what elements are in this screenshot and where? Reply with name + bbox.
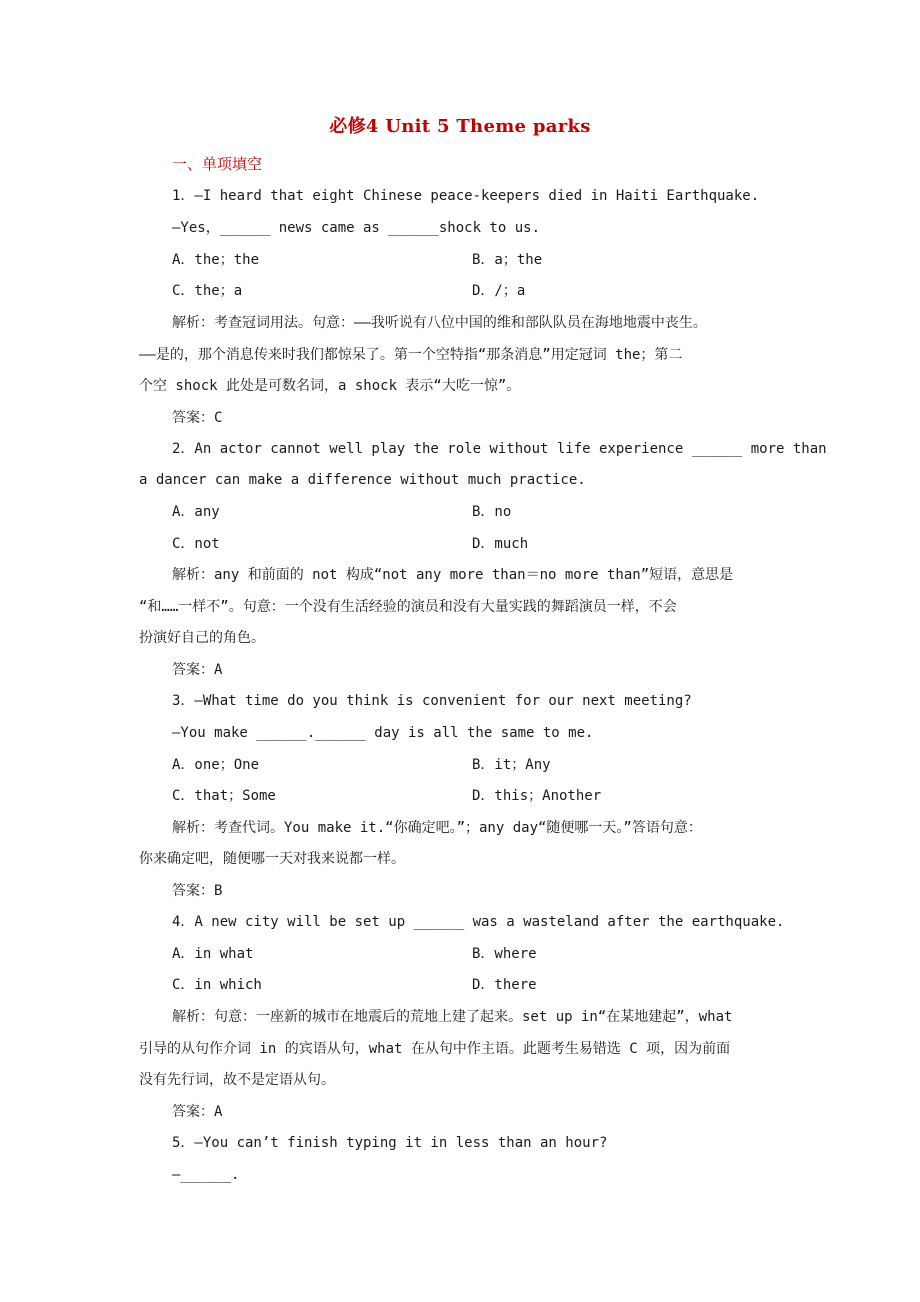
q3-option-d: D．this；Another [472, 788, 602, 804]
q4-explanation-1: 解析：句意：一座新的城市在地震后的荒地上建了起来。set up in“在某地建起”，what [172, 1009, 733, 1025]
q1-option-a: A．the；the [172, 252, 260, 268]
q4-option-a: A．in what [172, 946, 254, 962]
q4-stem: 4．A new city will be set up ______ was a wasteland after the earthquake. [172, 914, 785, 930]
q2-option-b: B．no [472, 504, 512, 520]
q1-explanation-3: 个空 shock 此处是可数名词，a shock 表示“大吃一惊”。 [139, 378, 521, 394]
q1-option-d: D．/；a [472, 283, 526, 299]
q2-option-c: C．not [172, 536, 220, 552]
q2-option-a: A．any [172, 504, 220, 520]
q4-option-d: D．there [472, 977, 537, 993]
page-title: 必修4 Unit 5 Theme parks [329, 116, 591, 137]
q5-stem: 5．—You can’t finish typing it in less than an hour? [172, 1135, 608, 1151]
q2-explanation-1: 解析：any 和前面的 not 构成“not any more than＝no more than”短语，意思是 [172, 567, 734, 583]
q2-answer: 答案：A [172, 662, 223, 678]
q3-explanation-2: 你来确定吧，随便哪一天对我来说都一样。 [139, 851, 405, 867]
q3-explanation-1: 解析：考查代词。You make it.“你确定吧。”；any day“随便哪一天。”答语句意： [172, 820, 702, 836]
q5-reply: —______. [172, 1167, 240, 1183]
q3-option-b: B．it；Any [472, 757, 551, 773]
q1-answer: 答案：C [172, 410, 223, 426]
q1-explanation-1: 解析：考查冠词用法。句意：——我听说有八位中国的维和部队队员在海地地震中丧生。 [172, 315, 707, 331]
q3-option-c: C．that；Some [172, 788, 276, 804]
q1-reply: —Yes，______ news came as ______shock to us. [172, 220, 541, 236]
q4-explanation-2: 引导的从句作介词 in 的宾语从句，what 在从句中作主语。此题考生易错选 C 项，因为前面 [139, 1041, 731, 1057]
q2-explanation-3: 扮演好自己的角色。 [139, 630, 265, 646]
q3-option-a: A．one；One [172, 757, 260, 773]
q4-option-c: C．in which [172, 977, 262, 993]
q3-reply: —You make ______.______ day is all the same to me. [172, 725, 594, 741]
section-heading: 一、单项填空 [172, 155, 263, 173]
q1-stem: 1．—I heard that eight Chinese peace-keepers died in Haiti Earthquake. [172, 188, 760, 204]
q2-stem-2: a dancer can make a difference without much practice. [139, 472, 586, 488]
q1-option-b: B．a；the [472, 252, 543, 268]
q1-explanation-2: ——是的，那个消息传来时我们都惊呆了。第一个空特指“那条消息”用定冠词 the；第二 [139, 347, 683, 363]
q4-answer: 答案：A [172, 1104, 223, 1120]
q2-explanation-2: “和……一样不”。句意：一个没有生活经验的演员和没有大量实践的舞蹈演员一样，不会 [139, 599, 677, 615]
q4-explanation-3: 没有先行词，故不是定语从句。 [139, 1072, 335, 1088]
q1-option-c: C．the；a [172, 283, 243, 299]
q4-option-b: B．where [472, 946, 537, 962]
q2-option-d: D．much [472, 536, 529, 552]
q2-stem-1: 2．An actor cannot well play the role without life experience ______ more than [172, 441, 827, 457]
q3-stem: 3．—What time do you think is convenient for our next meeting? [172, 693, 692, 709]
q3-answer: 答案：B [172, 883, 223, 899]
